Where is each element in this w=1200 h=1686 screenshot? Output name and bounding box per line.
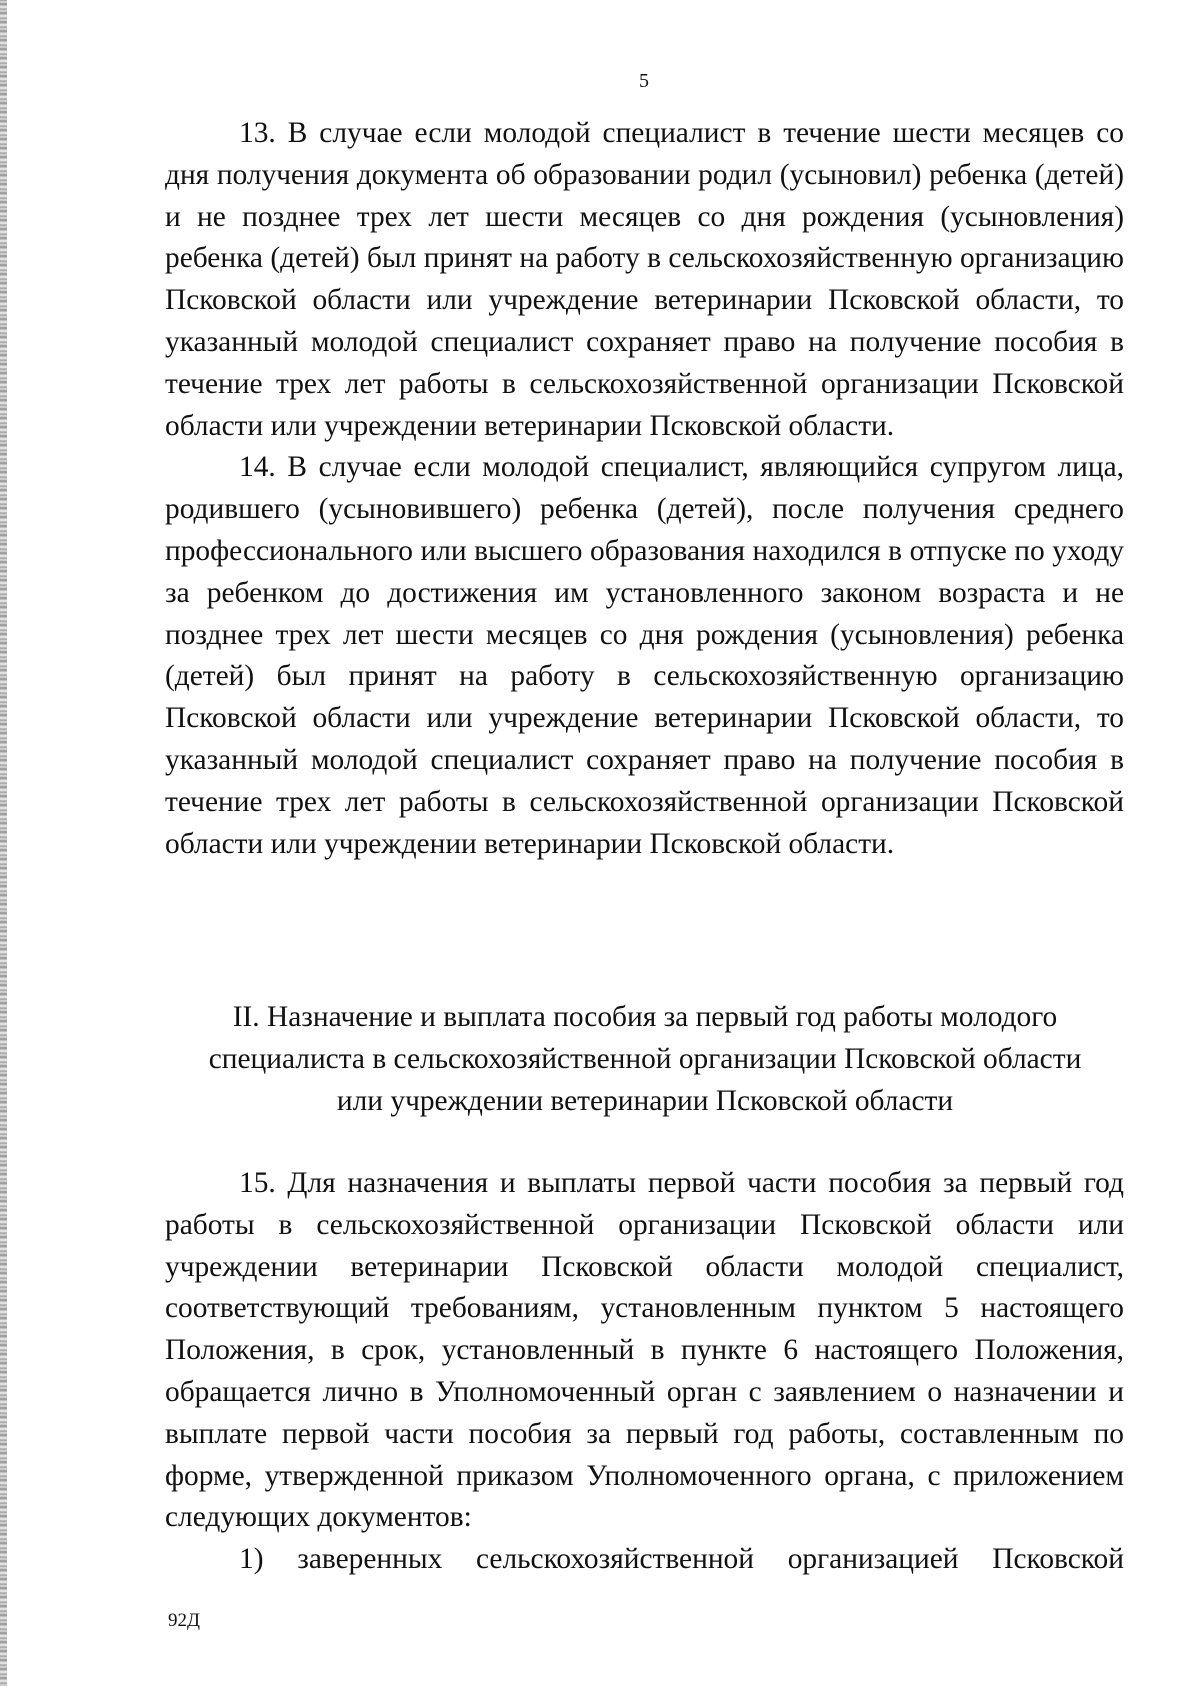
section-heading: [165, 997, 1125, 1122]
paragraph-15-block: [165, 1163, 1124, 1581]
section-heading-line-1: II. Назначение и выплата пособия за первый год работы молодого: [232, 1001, 1058, 1033]
paragraph-14: 14. В случае если молодой специалист, являющийся супругом лица, родившего (усыновившего) ребенка (детей), после получения среднего профессионального или высшего образования находился в отпуске по уходу за ребенком до достижения им установленного законом возраста и не позднее трех лет шести месяцев со дня рождения (усыновления) ребенка (детей) был принят на работу в сельскохозяйственную организацию Псковской области или учреждение ветеринарии Псковской области, то указанный молодой специалист сохраняет право на получение пособия в течение трех лет работы в сельскохозяйственной организации Псковской области или учреждении ветеринарии Псковской области.: [165, 451, 1124, 860]
paragraphs-13-14: [165, 113, 1124, 865]
section-heading-line-2: специалиста в сельскохозяйственной организации Псковской области: [208, 1042, 1082, 1075]
document-code: 92Д: [168, 1610, 200, 1631]
scan-edge: [0, 0, 7, 1686]
page-number: 5: [639, 70, 649, 92]
section-heading-line-3: или учреждении ветеринарии Псковской области: [336, 1084, 954, 1117]
paragraph-15-item-1: 1) заверенных сельскохозяйственной организацией Псковской: [239, 1543, 1124, 1576]
paragraph-13: 13. В случае если молодой специалист в течение шести месяцев со дня получения документа об образовании родил (усыновил) ребенка (детей) и не позднее трех лет шести месяцев со дня рождения (усыновления) ребенка (детей) был принят на работу в сельскохозяйственную организацию Псковской области или учреждение ветеринарии Псковской области, то указанный молодой специалист сохраняет право на получение пособия в течение трех лет работы в сельскохозяйственной организации Псковской области или учреждении ветеринарии Псковской области.: [165, 117, 1124, 442]
paragraph-15: 15. Для назначения и выплаты первой части пособия за первый год работы в сельскохозяйственной организации Псковской области или учреждении ветеринарии Псковской области молодой специалист, соответствующий требованиям, установленным пунктом 5 настоящего Положения, в срок, установленный в пункте 6 настоящего Положения, обращается лично в Уполномоченный орган с заявлением о назначении и выплате первой части пособия за первый год работы, составленным по форме, утвержденной приказом Уполномоченного органа, с приложением следующих документов:: [165, 1167, 1124, 1534]
